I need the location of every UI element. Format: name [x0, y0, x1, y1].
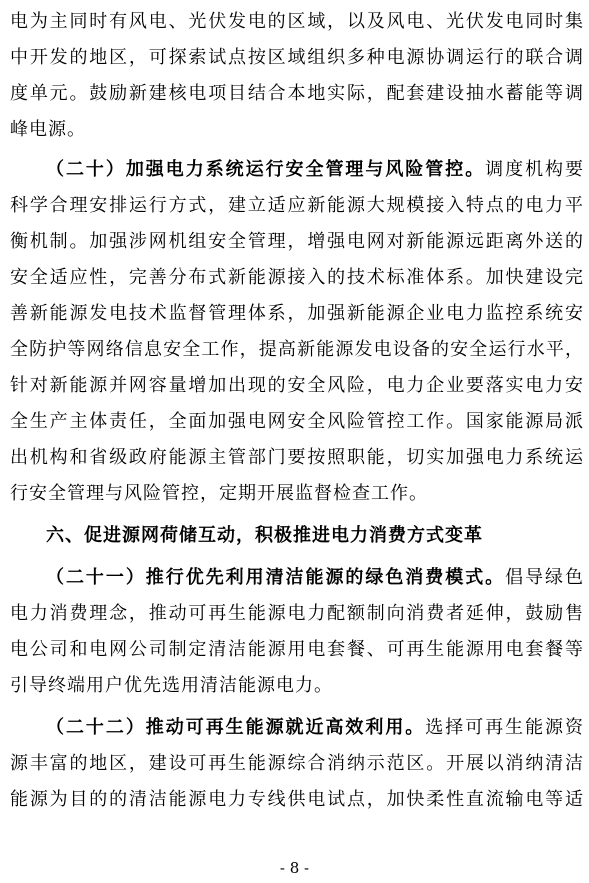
item-22-heading: （二十二）推动可再生能源就近高效利用。 — [46, 717, 426, 738]
item-20-first-line-rest: 调度机构要 — [485, 159, 584, 180]
paragraph-line: 全生产主体责任，全面加强电网安全风险管控工作。国家能源局派 — [10, 411, 584, 432]
item-21-first-line — [46, 560, 584, 596]
item-22-first-line-rest: 选择可再生能源资 — [425, 717, 584, 738]
paragraph-line: 能源为目的的清洁能源电力专线供电试点，加快柔性直流输电等适 — [10, 789, 584, 810]
paragraph-line: 全防护等网络信息安全工作，提高新能源发电设备的安全运行水平， — [10, 339, 584, 360]
paragraph-line: 中开发的地区，可探索试点按区域组织多种电源协调运行的联合调 — [10, 47, 584, 68]
paragraph-line: 行安全管理与风险管控，定期开展监督检查工作。 — [10, 483, 428, 504]
paragraph-line: 引导终端用户优先选用清洁能源电力。 — [10, 675, 333, 696]
paragraph-line: 电力消费理念，推动可再生能源电力配额制向消费者延伸，鼓励售 — [10, 603, 584, 624]
item-20-first-line — [46, 152, 584, 188]
paragraph-line: 峰电源。 — [10, 119, 86, 140]
paragraph-line: 源丰富的地区，建设可再生能源综合消纳示范区。开展以消纳清洁 — [10, 753, 584, 774]
paragraph-line: 电为主同时有风电、光伏发电的区域，以及风电、光伏发电同时集 — [10, 11, 584, 32]
item-21-first-line-rest: 倡导绿色 — [505, 567, 584, 588]
paragraph-line: 安全适应性，完善分布式新能源接入的技术标准体系。加快建设完 — [10, 267, 584, 288]
paragraph-line: 针对新能源并网容量增加出现的安全风险，电力企业要落实电力安 — [10, 375, 584, 396]
item-22-first-line — [46, 710, 584, 746]
item-20-heading: （二十）加强电力系统运行安全管理与风险管控。 — [46, 159, 486, 180]
paragraph-line: 电公司和电网公司制定清洁能源用电套餐、可再生能源用电套餐等 — [10, 639, 584, 660]
paragraph-line: 善新能源发电技术监督管理体系，加强新能源企业电力监控系统安 — [10, 303, 584, 324]
paragraph-line: 出机构和省级政府能源主管部门要按照职能，切实加强电力系统运 — [10, 447, 584, 468]
paragraph-line: 度单元。鼓励新建核电项目结合本地实际，配套建设抽水蓄能等调 — [10, 83, 584, 104]
paragraph-line: 衡机制。加强涉网机组安全管理，增强电网对新能源远距离外送的 — [10, 231, 584, 252]
item-21-heading: （二十一）推行优先利用清洁能源的绿色消费模式。 — [46, 567, 506, 588]
section-heading: 六、促进源网荷储互动，积极推进电力消费方式变革 — [46, 525, 483, 546]
page-number: - 8 - — [279, 859, 310, 877]
paragraph-line: 科学合理安排运行方式，建立适应新能源大规模接入特点的电力平 — [10, 195, 584, 216]
